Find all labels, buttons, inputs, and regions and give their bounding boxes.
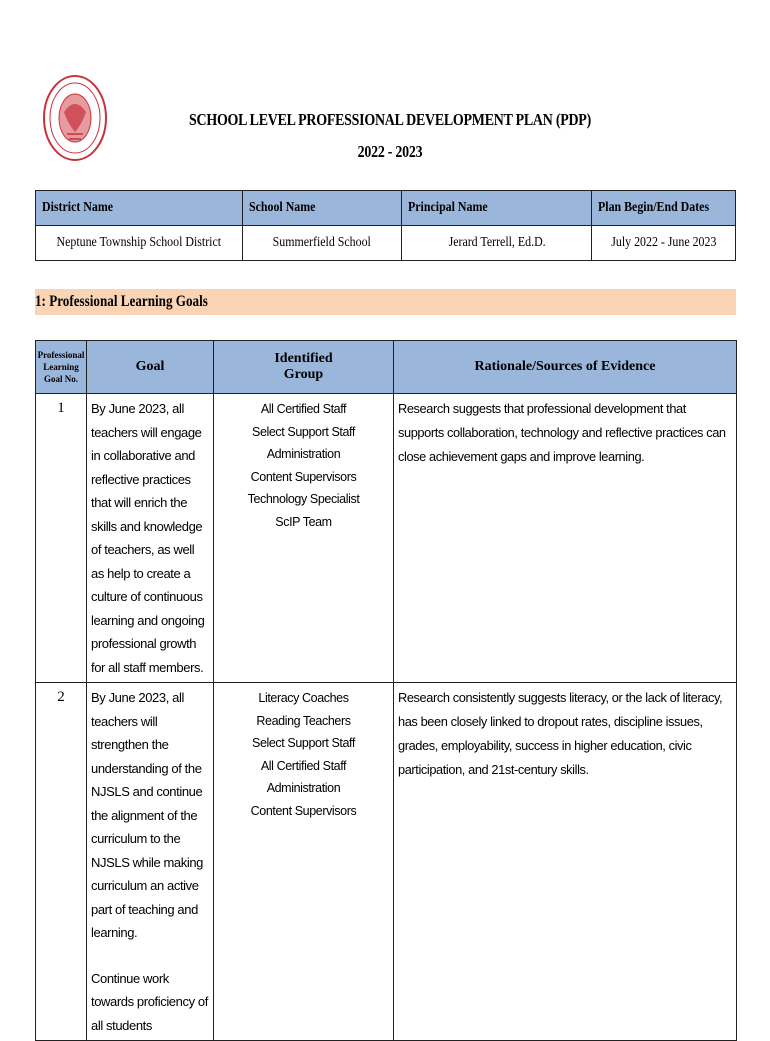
- plan-dates-value: July 2022 - June 2023: [592, 226, 736, 261]
- goal-header: Goal: [87, 341, 214, 394]
- goal-number: 1: [36, 394, 87, 683]
- rationale-text: Research suggests that professional development that supports collaboration, technology and reflective practices can close achievement gaps and improve learning.: [394, 394, 737, 683]
- school-name-header: School Name: [242, 191, 402, 226]
- school-name-value: Summerfield School: [242, 226, 402, 261]
- school-info-table: [35, 190, 736, 261]
- goal-number: 2: [36, 683, 87, 1041]
- goal-number-header: Professional Learning Goal No.: [36, 341, 87, 394]
- district-name-header: District Name: [36, 191, 243, 226]
- rationale-text: Research consistently suggests literacy, or the lack of literacy, has been closely linked to dropout rates, discipline issues, grades, employability, success in higher education, civic participation, and 21st-century skills.: [394, 683, 737, 1041]
- page-title: SCHOOL LEVEL PROFESSIONAL DEVELOPMENT PLAN (PDP): [189, 110, 591, 129]
- rationale-header: Rationale/Sources of Evidence: [394, 341, 737, 394]
- principal-name-header: Principal Name: [402, 191, 592, 226]
- identified-group-header: Identified Group: [214, 341, 394, 394]
- goals-table: [35, 340, 737, 1041]
- goal-text: By June 2023, all teachers will strengthen the understanding of the NJSLS and continue the alignment of the curriculum to the NJSLS while making curriculum an active part of teaching and learning. Continue work towards proficiency of all students: [87, 683, 214, 1041]
- district-seal-logo: [42, 74, 108, 162]
- identified-group-list: All Certified Staff Select Support Staff Administration Content Supervisors Technology Specialist ScIP Team: [214, 394, 394, 683]
- district-name-value: Neptune Township School District: [36, 226, 243, 261]
- table-row: [36, 683, 737, 1041]
- plan-dates-header: Plan Begin/End Dates: [592, 191, 736, 226]
- plan-year: 2022 - 2023: [357, 142, 423, 161]
- principal-name-value: Jerard Terrell, Ed.D.: [402, 226, 592, 261]
- goal-text: By June 2023, all teachers will engage in collaborative and reflective practices that will enrich the skills and knowledge of teachers, as well as help to create a culture of continuous learning and ongoing professional growth for all staff members.: [87, 394, 214, 683]
- table-row: [36, 394, 737, 683]
- identified-group-list: Literacy Coaches Reading Teachers Select Support Staff All Certified Staff Administration Content Supervisors: [214, 683, 394, 1041]
- section-heading: 1: Professional Learning Goals: [35, 289, 736, 315]
